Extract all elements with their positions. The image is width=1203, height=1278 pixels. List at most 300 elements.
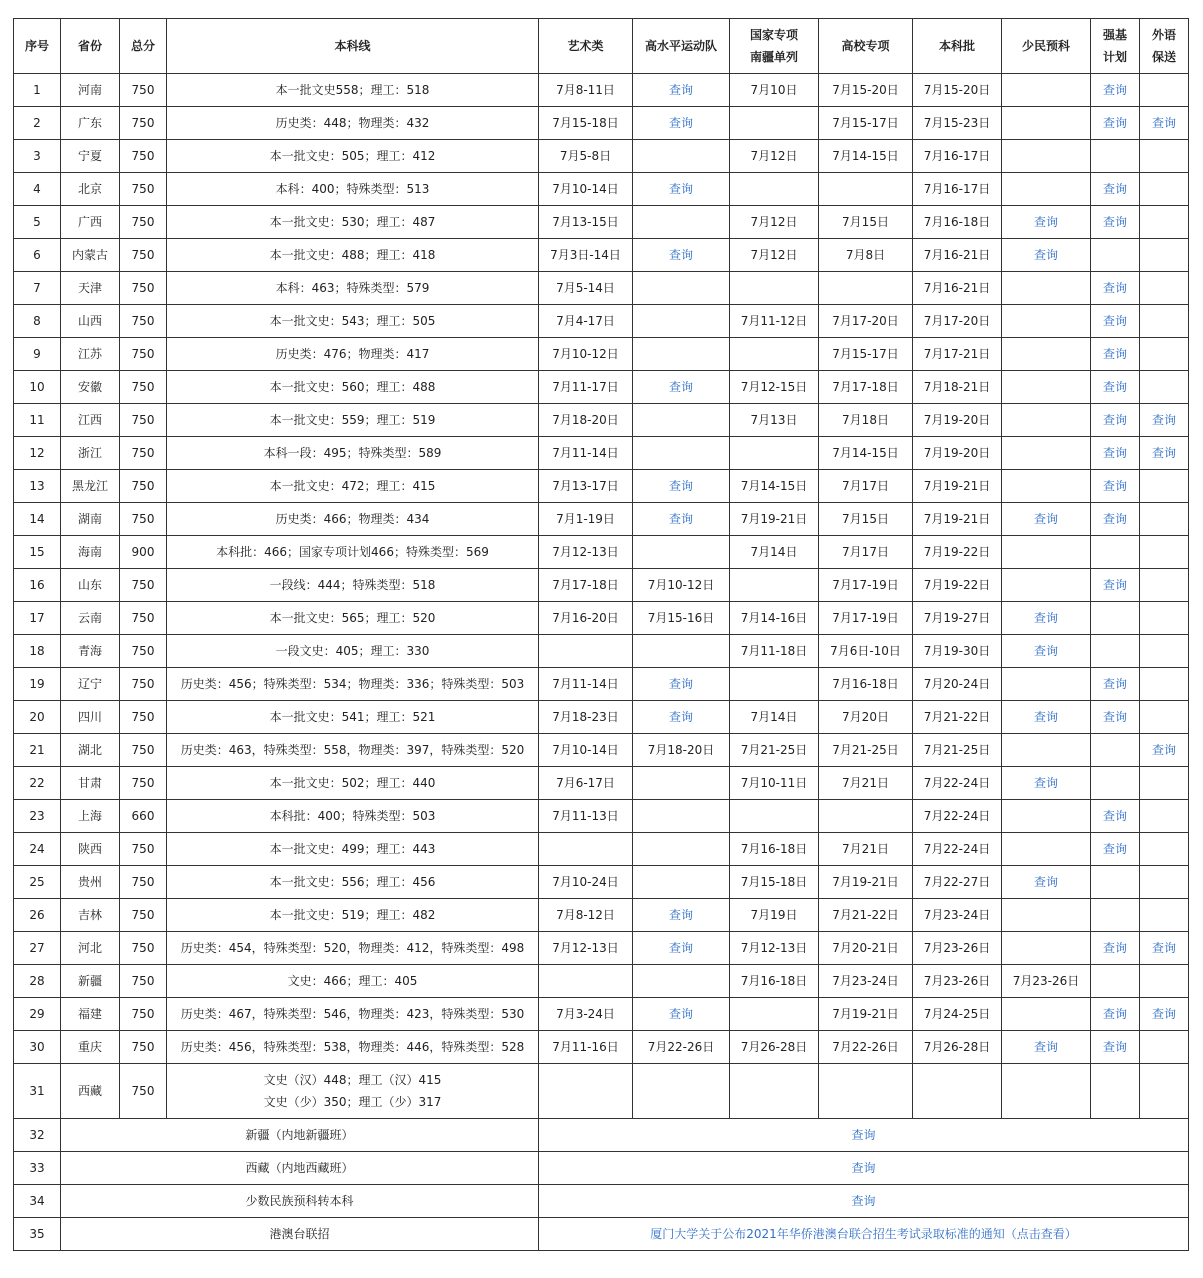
cell-total-score: 750 bbox=[120, 635, 167, 668]
cell-undergrad-batch: 7月19-22日 bbox=[913, 569, 1002, 602]
cell-university-special: 7月15-20日 bbox=[819, 74, 913, 107]
query-link[interactable]: 查询 bbox=[633, 503, 730, 536]
cell-minority-prep bbox=[1002, 173, 1091, 206]
cell-university-special: 7月21日 bbox=[819, 767, 913, 800]
cell-strong-base bbox=[1091, 602, 1140, 635]
cell-undergrad-batch: 7月21-25日 bbox=[913, 734, 1002, 767]
table-row bbox=[14, 668, 1189, 701]
query-link[interactable]: 查询 bbox=[1002, 635, 1091, 668]
table-row bbox=[14, 437, 1189, 470]
cell-national-special: 7月14日 bbox=[730, 701, 819, 734]
cell-foreign-language bbox=[1140, 965, 1189, 998]
cell-index: 34 bbox=[14, 1185, 61, 1218]
table-row bbox=[14, 701, 1189, 734]
cell-index: 8 bbox=[14, 305, 61, 338]
table-row bbox=[14, 734, 1189, 767]
cell-index: 27 bbox=[14, 932, 61, 965]
cell-university-special: 7月21-22日 bbox=[819, 899, 913, 932]
cell-foreign-language bbox=[1140, 536, 1189, 569]
cell-index: 29 bbox=[14, 998, 61, 1031]
cell-undergrad-batch: 7月22-24日 bbox=[913, 800, 1002, 833]
cell-index: 14 bbox=[14, 503, 61, 536]
query-link[interactable]: 查询 bbox=[1091, 173, 1140, 206]
cell-undergrad-batch: 7月16-17日 bbox=[913, 173, 1002, 206]
notice-link[interactable]: 厦门大学关于公布2021年华侨港澳台联合招生考试录取标准的通知（点击查看） bbox=[539, 1218, 1189, 1251]
cell-index: 25 bbox=[14, 866, 61, 899]
cell-total-score: 660 bbox=[120, 800, 167, 833]
cell-national-special bbox=[730, 107, 819, 140]
cell-category: 西藏（内地西藏班） bbox=[61, 1152, 539, 1185]
cell-province: 宁夏 bbox=[61, 140, 120, 173]
query-link[interactable]: 查询 bbox=[1002, 866, 1091, 899]
query-link[interactable]: 查询 bbox=[539, 1185, 1189, 1218]
cell-undergrad-line: 本一批文史：556；理工：456 bbox=[167, 866, 539, 899]
cell-national-special bbox=[730, 437, 819, 470]
query-link[interactable]: 查询 bbox=[1002, 701, 1091, 734]
table-row-34 bbox=[14, 1185, 1189, 1218]
cell-national-special bbox=[730, 1064, 819, 1119]
cell-index: 31 bbox=[14, 1064, 61, 1119]
query-link[interactable]: 查询 bbox=[633, 932, 730, 965]
cell-arts: 7月5-8日 bbox=[539, 140, 633, 173]
header-foreign-language bbox=[1140, 19, 1189, 74]
query-link[interactable]: 查询 bbox=[633, 371, 730, 404]
cell-foreign-language bbox=[1140, 371, 1189, 404]
cell-undergrad-batch: 7月19-20日 bbox=[913, 404, 1002, 437]
query-link[interactable]: 查询 bbox=[1140, 734, 1189, 767]
cell-category: 少数民族预科转本科 bbox=[61, 1185, 539, 1218]
cell-national-special: 7月21-25日 bbox=[730, 734, 819, 767]
cell-province: 海南 bbox=[61, 536, 120, 569]
cell-strong-base bbox=[1091, 536, 1140, 569]
cell-foreign-language bbox=[1140, 206, 1189, 239]
cell-province: 安徽 bbox=[61, 371, 120, 404]
cell-foreign-language bbox=[1140, 668, 1189, 701]
cell-province: 新疆 bbox=[61, 965, 120, 998]
query-link[interactable]: 查询 bbox=[1091, 1031, 1140, 1064]
header-national-special-line1: 国家专项 bbox=[749, 28, 798, 42]
cell-province: 浙江 bbox=[61, 437, 120, 470]
query-link[interactable]: 查询 bbox=[1091, 437, 1140, 470]
cell-minority-prep bbox=[1002, 371, 1091, 404]
cell-national-special: 7月13日 bbox=[730, 404, 819, 437]
cell-strong-base bbox=[1091, 239, 1140, 272]
cell-national-special: 7月12日 bbox=[730, 140, 819, 173]
cell-strong-base bbox=[1091, 866, 1140, 899]
cell-arts bbox=[539, 635, 633, 668]
cell-sports bbox=[633, 536, 730, 569]
cell-undergrad-batch: 7月20-24日 bbox=[913, 668, 1002, 701]
cell-undergrad-batch: 7月16-21日 bbox=[913, 239, 1002, 272]
query-link[interactable]: 查询 bbox=[1091, 701, 1140, 734]
cell-foreign-language bbox=[1140, 800, 1189, 833]
cell-undergrad-line-1: 文史（汉）448；理工（汉）415 bbox=[263, 1073, 442, 1087]
cell-arts bbox=[539, 1064, 633, 1119]
query-link[interactable]: 查询 bbox=[1140, 998, 1189, 1031]
cell-total-score: 900 bbox=[120, 536, 167, 569]
cell-total-score: 750 bbox=[120, 503, 167, 536]
cell-foreign-language bbox=[1140, 569, 1189, 602]
table-row bbox=[14, 800, 1189, 833]
table-row bbox=[14, 371, 1189, 404]
query-link[interactable]: 查询 bbox=[1091, 404, 1140, 437]
cell-arts: 7月11-13日 bbox=[539, 800, 633, 833]
cell-index: 13 bbox=[14, 470, 61, 503]
cell-minority-prep bbox=[1002, 74, 1091, 107]
table-row bbox=[14, 998, 1189, 1031]
cell-undergrad-line: 本一批文史：541；理工：521 bbox=[167, 701, 539, 734]
cell-index: 23 bbox=[14, 800, 61, 833]
cell-arts: 7月18-20日 bbox=[539, 404, 633, 437]
table-row bbox=[14, 239, 1189, 272]
cell-foreign-language bbox=[1140, 602, 1189, 635]
cell-undergrad-line: 本一批文史：505；理工：412 bbox=[167, 140, 539, 173]
table-row bbox=[14, 536, 1189, 569]
query-link[interactable]: 查询 bbox=[1140, 437, 1189, 470]
cell-university-special: 7月15-17日 bbox=[819, 107, 913, 140]
cell-total-score: 750 bbox=[120, 371, 167, 404]
cell-arts: 7月10-14日 bbox=[539, 734, 633, 767]
cell-index: 24 bbox=[14, 833, 61, 866]
cell-total-score: 750 bbox=[120, 1064, 167, 1119]
query-link[interactable]: 查询 bbox=[1091, 74, 1140, 107]
cell-arts: 7月4-17日 bbox=[539, 305, 633, 338]
cell-undergrad-line: 历史类：466；物理类：434 bbox=[167, 503, 539, 536]
cell-university-special: 7月8日 bbox=[819, 239, 913, 272]
cell-university-special: 7月18日 bbox=[819, 404, 913, 437]
header-index: 序号 bbox=[14, 19, 61, 74]
header-foreign-language-line1: 外语 bbox=[1151, 28, 1176, 42]
query-link[interactable]: 查询 bbox=[1002, 239, 1091, 272]
query-link[interactable]: 查询 bbox=[1091, 569, 1140, 602]
cell-national-special bbox=[730, 338, 819, 371]
header-undergrad-line: 本科线 bbox=[167, 19, 539, 74]
cell-undergrad-line: 历史类：476；物理类：417 bbox=[167, 338, 539, 371]
query-link[interactable]: 查询 bbox=[1091, 107, 1140, 140]
cell-undergrad-line: 历史类：456；特殊类型：534；物理类：336；特殊类型：503 bbox=[167, 668, 539, 701]
cell-university-special bbox=[819, 173, 913, 206]
cell-minority-prep: 7月23-26日 bbox=[1002, 965, 1091, 998]
cell-province: 河北 bbox=[61, 932, 120, 965]
cell-province: 北京 bbox=[61, 173, 120, 206]
cell-undergrad-batch: 7月16-18日 bbox=[913, 206, 1002, 239]
cell-university-special: 7月17-19日 bbox=[819, 602, 913, 635]
cell-undergrad-batch: 7月22-24日 bbox=[913, 833, 1002, 866]
cell-university-special bbox=[819, 800, 913, 833]
cell-arts: 7月6-17日 bbox=[539, 767, 633, 800]
table-row bbox=[14, 470, 1189, 503]
cell-index: 21 bbox=[14, 734, 61, 767]
query-link[interactable]: 查询 bbox=[1140, 404, 1189, 437]
table-row-35 bbox=[14, 1218, 1189, 1251]
cell-university-special bbox=[819, 1064, 913, 1119]
cell-arts: 7月13-15日 bbox=[539, 206, 633, 239]
cell-minority-prep bbox=[1002, 338, 1091, 371]
cell-foreign-language bbox=[1140, 701, 1189, 734]
cell-national-special: 7月26-28日 bbox=[730, 1031, 819, 1064]
cell-arts: 7月11-16日 bbox=[539, 1031, 633, 1064]
cell-minority-prep bbox=[1002, 437, 1091, 470]
cell-strong-base bbox=[1091, 767, 1140, 800]
cell-university-special: 7月16-18日 bbox=[819, 668, 913, 701]
cell-undergrad-batch: 7月23-24日 bbox=[913, 899, 1002, 932]
cell-arts: 7月1-19日 bbox=[539, 503, 633, 536]
cell-university-special: 7月21日 bbox=[819, 833, 913, 866]
cell-undergrad-batch: 7月24-25日 bbox=[913, 998, 1002, 1031]
query-link[interactable]: 查询 bbox=[633, 74, 730, 107]
cell-national-special bbox=[730, 569, 819, 602]
cell-arts: 7月10-14日 bbox=[539, 173, 633, 206]
cell-foreign-language bbox=[1140, 833, 1189, 866]
cell-undergrad-line: 一段线：444；特殊类型：518 bbox=[167, 569, 539, 602]
table-row bbox=[14, 305, 1189, 338]
cell-index: 30 bbox=[14, 1031, 61, 1064]
cell-province: 天津 bbox=[61, 272, 120, 305]
table-body bbox=[14, 74, 1189, 1251]
cell-undergrad-batch: 7月19-21日 bbox=[913, 503, 1002, 536]
cell-total-score: 750 bbox=[120, 569, 167, 602]
cell-national-special: 7月10-11日 bbox=[730, 767, 819, 800]
cell-total-score: 750 bbox=[120, 602, 167, 635]
cell-sports: 7月18-20日 bbox=[633, 734, 730, 767]
query-link[interactable]: 查询 bbox=[633, 239, 730, 272]
cell-undergrad-line: 本一批文史：499；理工：443 bbox=[167, 833, 539, 866]
cell-undergrad-batch: 7月17-20日 bbox=[913, 305, 1002, 338]
cell-undergrad-batch: 7月23-26日 bbox=[913, 965, 1002, 998]
cell-arts: 7月11-14日 bbox=[539, 437, 633, 470]
cell-index: 17 bbox=[14, 602, 61, 635]
cell-strong-base bbox=[1091, 1064, 1140, 1119]
cell-university-special: 7月19-21日 bbox=[819, 998, 913, 1031]
cell-national-special bbox=[730, 272, 819, 305]
cell-sports bbox=[633, 338, 730, 371]
cell-undergrad-line: 本科批：466；国家专项计划466；特殊类型：569 bbox=[167, 536, 539, 569]
cell-university-special bbox=[819, 272, 913, 305]
cell-total-score: 750 bbox=[120, 404, 167, 437]
table-header-row bbox=[14, 19, 1189, 74]
query-link[interactable]: 查询 bbox=[633, 107, 730, 140]
cell-index: 11 bbox=[14, 404, 61, 437]
cell-total-score: 750 bbox=[120, 305, 167, 338]
cell-foreign-language bbox=[1140, 140, 1189, 173]
cell-sports bbox=[633, 404, 730, 437]
query-link[interactable]: 查询 bbox=[1002, 503, 1091, 536]
query-link[interactable]: 查询 bbox=[1140, 107, 1189, 140]
header-strong-base bbox=[1091, 19, 1140, 74]
cell-province: 吉林 bbox=[61, 899, 120, 932]
query-link[interactable]: 查询 bbox=[1091, 371, 1140, 404]
table-row bbox=[14, 965, 1189, 998]
table-row bbox=[14, 404, 1189, 437]
cell-total-score: 750 bbox=[120, 965, 167, 998]
cell-undergrad-line: 本一批文史：565；理工：520 bbox=[167, 602, 539, 635]
query-link[interactable]: 查询 bbox=[539, 1152, 1189, 1185]
cell-province: 云南 bbox=[61, 602, 120, 635]
query-link[interactable]: 查询 bbox=[1091, 932, 1140, 965]
cell-arts: 7月10-12日 bbox=[539, 338, 633, 371]
cell-foreign-language bbox=[1140, 866, 1189, 899]
cell-undergrad-line: 本科批：400；特殊类型：503 bbox=[167, 800, 539, 833]
cell-national-special bbox=[730, 173, 819, 206]
table-row bbox=[14, 503, 1189, 536]
cell-university-special: 7月6日-10日 bbox=[819, 635, 913, 668]
cell-undergrad-line: 一段文史：405；理工：330 bbox=[167, 635, 539, 668]
cell-university-special: 7月20-21日 bbox=[819, 932, 913, 965]
cell-undergrad-batch: 7月19-22日 bbox=[913, 536, 1002, 569]
cell-total-score: 750 bbox=[120, 932, 167, 965]
header-arts: 艺术类 bbox=[539, 19, 633, 74]
cell-province: 四川 bbox=[61, 701, 120, 734]
cell-minority-prep bbox=[1002, 800, 1091, 833]
query-link[interactable]: 查询 bbox=[1002, 767, 1091, 800]
query-link[interactable]: 查询 bbox=[1091, 800, 1140, 833]
cell-total-score: 750 bbox=[120, 866, 167, 899]
cell-index: 26 bbox=[14, 899, 61, 932]
query-link[interactable]: 查询 bbox=[633, 701, 730, 734]
query-link[interactable]: 查询 bbox=[633, 998, 730, 1031]
cell-national-special bbox=[730, 668, 819, 701]
cell-arts: 7月8-12日 bbox=[539, 899, 633, 932]
admission-schedule-table bbox=[13, 18, 1189, 1251]
cell-foreign-language bbox=[1140, 338, 1189, 371]
cell-sports bbox=[633, 866, 730, 899]
query-link[interactable]: 查询 bbox=[633, 173, 730, 206]
cell-total-score: 750 bbox=[120, 701, 167, 734]
cell-index: 18 bbox=[14, 635, 61, 668]
cell-index: 12 bbox=[14, 437, 61, 470]
cell-total-score: 750 bbox=[120, 833, 167, 866]
cell-undergrad-batch: 7月18-21日 bbox=[913, 371, 1002, 404]
query-link[interactable]: 查询 bbox=[1091, 998, 1140, 1031]
cell-total-score: 750 bbox=[120, 767, 167, 800]
cell-total-score: 750 bbox=[120, 173, 167, 206]
query-link[interactable]: 查询 bbox=[1091, 338, 1140, 371]
cell-minority-prep bbox=[1002, 305, 1091, 338]
cell-foreign-language bbox=[1140, 899, 1189, 932]
cell-undergrad-line: 本科一段：495；特殊类型：589 bbox=[167, 437, 539, 470]
cell-national-special: 7月11-18日 bbox=[730, 635, 819, 668]
table-row bbox=[14, 206, 1189, 239]
cell-index: 10 bbox=[14, 371, 61, 404]
cell-index: 33 bbox=[14, 1152, 61, 1185]
cell-strong-base bbox=[1091, 899, 1140, 932]
cell-index: 7 bbox=[14, 272, 61, 305]
cell-arts: 7月5-14日 bbox=[539, 272, 633, 305]
header-national-special bbox=[730, 19, 819, 74]
cell-minority-prep bbox=[1002, 734, 1091, 767]
cell-index: 16 bbox=[14, 569, 61, 602]
cell-foreign-language bbox=[1140, 767, 1189, 800]
cell-total-score: 750 bbox=[120, 338, 167, 371]
cell-undergrad-batch: 7月16-21日 bbox=[913, 272, 1002, 305]
query-link[interactable]: 查询 bbox=[1091, 833, 1140, 866]
cell-minority-prep bbox=[1002, 536, 1091, 569]
header-national-special-line2: 南疆单列 bbox=[749, 50, 798, 64]
cell-province: 内蒙古 bbox=[61, 239, 120, 272]
cell-university-special: 7月14-15日 bbox=[819, 437, 913, 470]
cell-index: 22 bbox=[14, 767, 61, 800]
cell-province: 湖南 bbox=[61, 503, 120, 536]
cell-sports bbox=[633, 1064, 730, 1119]
cell-index: 28 bbox=[14, 965, 61, 998]
cell-university-special: 7月17-19日 bbox=[819, 569, 913, 602]
cell-undergrad-line: 本一批文史：560；理工：488 bbox=[167, 371, 539, 404]
cell-national-special bbox=[730, 998, 819, 1031]
cell-index: 3 bbox=[14, 140, 61, 173]
table-row bbox=[14, 338, 1189, 371]
cell-total-score: 750 bbox=[120, 206, 167, 239]
cell-undergrad-batch: 7月23-26日 bbox=[913, 932, 1002, 965]
cell-undergrad-batch: 7月21-22日 bbox=[913, 701, 1002, 734]
cell-undergrad-line: 本一批文史：530；理工：487 bbox=[167, 206, 539, 239]
cell-index: 6 bbox=[14, 239, 61, 272]
cell-foreign-language bbox=[1140, 1031, 1189, 1064]
cell-province: 辽宁 bbox=[61, 668, 120, 701]
cell-foreign-language bbox=[1140, 305, 1189, 338]
cell-strong-base bbox=[1091, 140, 1140, 173]
query-link[interactable]: 查询 bbox=[1002, 206, 1091, 239]
query-link[interactable]: 查询 bbox=[1091, 503, 1140, 536]
query-link[interactable]: 查询 bbox=[633, 899, 730, 932]
cell-province: 陕西 bbox=[61, 833, 120, 866]
query-link[interactable]: 查询 bbox=[1091, 206, 1140, 239]
query-link[interactable]: 查询 bbox=[1002, 602, 1091, 635]
cell-undergrad-batch: 7月22-24日 bbox=[913, 767, 1002, 800]
query-link[interactable]: 查询 bbox=[1091, 668, 1140, 701]
cell-index: 32 bbox=[14, 1119, 61, 1152]
query-link[interactable]: 查询 bbox=[1002, 1031, 1091, 1064]
cell-undergrad-line: 本一批文史：502；理工：440 bbox=[167, 767, 539, 800]
cell-category: 新疆（内地新疆班） bbox=[61, 1119, 539, 1152]
cell-sports bbox=[633, 140, 730, 173]
cell-arts: 7月3日-14日 bbox=[539, 239, 633, 272]
cell-arts bbox=[539, 833, 633, 866]
cell-index: 1 bbox=[14, 74, 61, 107]
cell-province: 西藏 bbox=[61, 1064, 120, 1119]
cell-total-score: 750 bbox=[120, 668, 167, 701]
cell-national-special: 7月12日 bbox=[730, 239, 819, 272]
query-link[interactable]: 查询 bbox=[633, 668, 730, 701]
cell-minority-prep bbox=[1002, 899, 1091, 932]
query-link[interactable]: 查询 bbox=[1091, 470, 1140, 503]
query-link[interactable]: 查询 bbox=[1140, 932, 1189, 965]
cell-foreign-language bbox=[1140, 74, 1189, 107]
cell-foreign-language bbox=[1140, 272, 1189, 305]
cell-national-special: 7月19-21日 bbox=[730, 503, 819, 536]
cell-university-special: 7月17日 bbox=[819, 536, 913, 569]
table-row bbox=[14, 173, 1189, 206]
cell-minority-prep bbox=[1002, 107, 1091, 140]
query-link[interactable]: 查询 bbox=[539, 1119, 1189, 1152]
query-link[interactable]: 查询 bbox=[1091, 305, 1140, 338]
cell-arts: 7月12-13日 bbox=[539, 536, 633, 569]
cell-sports bbox=[633, 272, 730, 305]
cell-undergrad-batch: 7月16-17日 bbox=[913, 140, 1002, 173]
cell-minority-prep bbox=[1002, 833, 1091, 866]
cell-undergrad-batch bbox=[913, 1064, 1002, 1119]
cell-total-score: 750 bbox=[120, 998, 167, 1031]
cell-total-score: 750 bbox=[120, 107, 167, 140]
cell-national-special bbox=[730, 800, 819, 833]
cell-undergrad-line: 文史：466；理工：405 bbox=[167, 965, 539, 998]
cell-undergrad-batch: 7月22-27日 bbox=[913, 866, 1002, 899]
cell-province: 甘肃 bbox=[61, 767, 120, 800]
cell-national-special: 7月19日 bbox=[730, 899, 819, 932]
query-link[interactable]: 查询 bbox=[633, 470, 730, 503]
query-link[interactable]: 查询 bbox=[1091, 272, 1140, 305]
cell-national-special: 7月11-12日 bbox=[730, 305, 819, 338]
table-row-31 bbox=[14, 1064, 1189, 1119]
